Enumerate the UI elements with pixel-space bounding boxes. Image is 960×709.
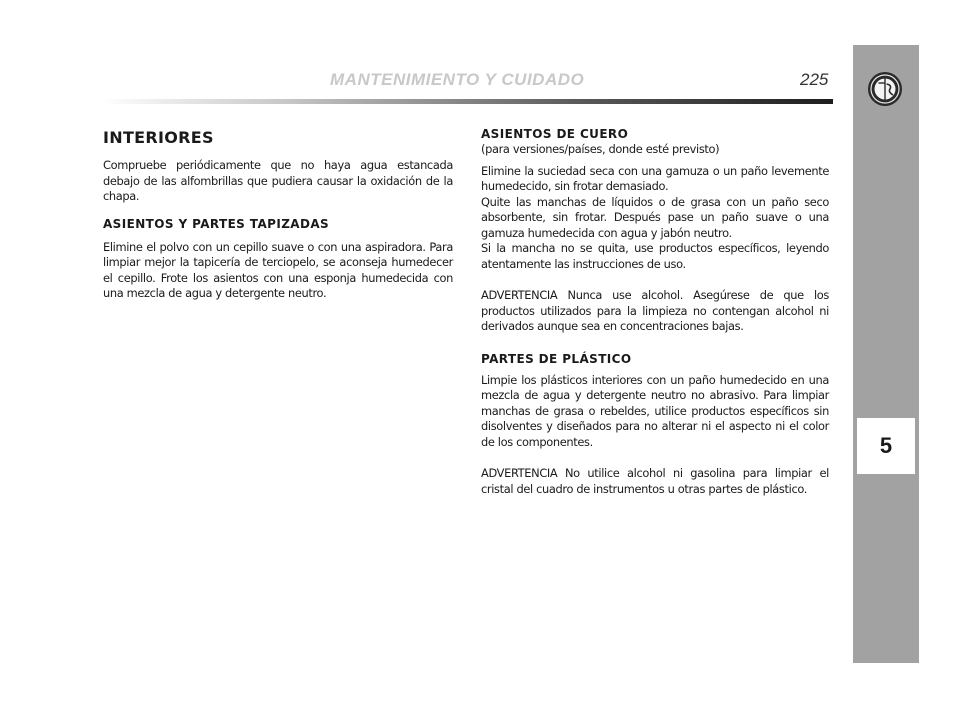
chapter-sidebar xyxy=(853,45,919,663)
section-heading-cuero: ASIENTOS DE CUERO xyxy=(481,127,629,141)
section-heading-plastico: PARTES DE PLÁSTICO xyxy=(481,351,632,366)
left-column xyxy=(103,128,453,302)
leather-paragraph-3: Si la mancha no se quita, use productos específicos, leyendo atentamente las instrucciones de uso. xyxy=(481,241,829,271)
leather-paragraph-1: Elimine la suciedad seca con una gamuza o un paño levemente humedecido, sin frotar demasiado. xyxy=(481,163,829,193)
section-heading-interiores: INTERIORES xyxy=(103,128,214,147)
right-column xyxy=(481,126,829,497)
page-header-title: MANTENIMIENTO Y CUIDADO xyxy=(330,70,585,89)
leather-paragraph-2: Quite las manchas de líquidos o de grasa con un paño seco absorbente, sin frotar. Después pase un paño suave o una gamuza humedecida con agua y jabón neutro. xyxy=(481,194,829,240)
header-rule xyxy=(100,99,833,104)
plastic-paragraph: Limpie los plásticos interiores con un paño humedecido en una mezcla de agua y detergente neutro no abrasivo. Para limpiar manchas de grasa o rebeldes, utilice productos específicos sin disolventes y diseñados para no alterar ni el aspecto ni el color de los componentes. xyxy=(481,372,829,449)
alfa-romeo-logo-icon xyxy=(867,71,903,107)
seats-paragraph: Elimine el polvo con un cepillo suave o con una aspiradora. Para limpiar mejor la tapicería de terciopelo, se aconseja humedecer el cepillo. Frote los asientos con una esponja humedecida con una mezcla de agua y detergente neutro. xyxy=(103,239,453,300)
plastic-warning: ADVERTENCIA No utilice alcohol ni gasolina para limpiar el cristal del cuadro de instrumentos u otras partes de plástico. xyxy=(481,466,829,496)
leather-note: (para versiones/países, donde esté previsto) xyxy=(481,142,720,156)
section-heading-asientos: ASIENTOS Y PARTES TAPIZADAS xyxy=(103,216,330,231)
chapter-tab[interactable]: 5 xyxy=(857,418,915,474)
leather-warning: ADVERTENCIA Nunca use alcohol. Asegúrese de que los productos utilizados para la limpieza no contengan alcohol ni derivados aunque sea en concentraciones bajas. xyxy=(481,288,829,333)
page-number: 225 xyxy=(800,70,829,89)
intro-paragraph: Compruebe periódicamente que no haya agua estancada debajo de las alfombrillas que pudiera causar la oxidación de la chapa. xyxy=(103,158,453,203)
